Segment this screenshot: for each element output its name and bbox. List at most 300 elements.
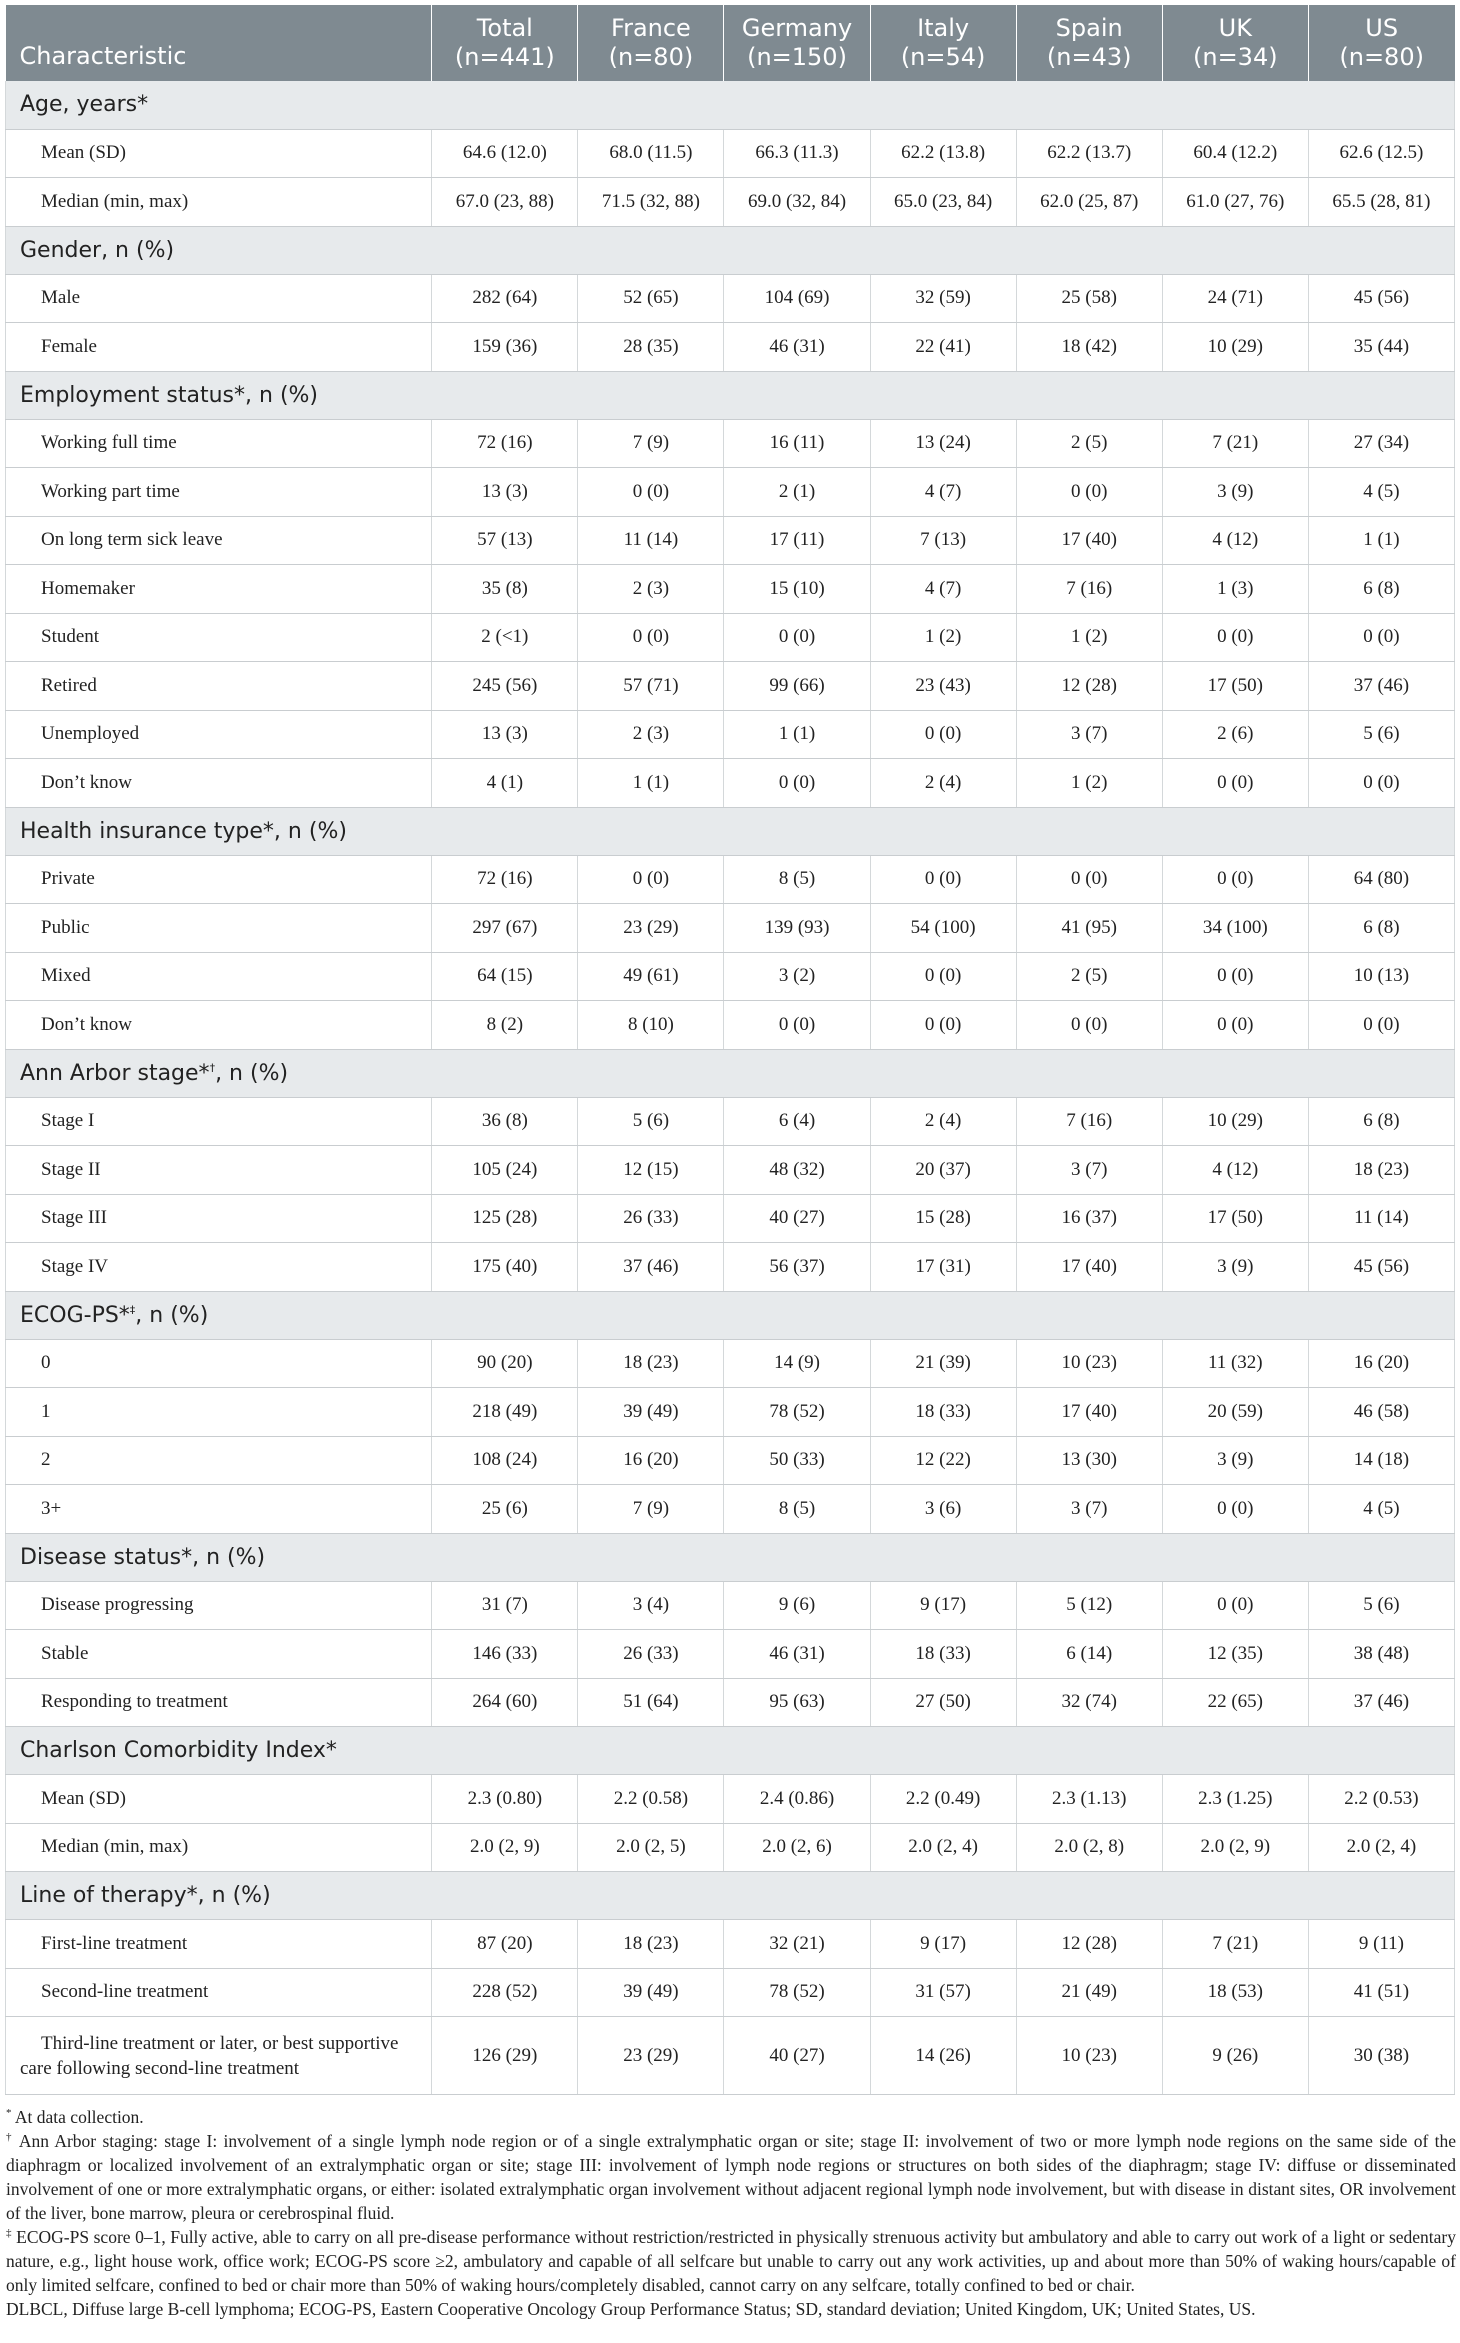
table-cell: 3 (7) [1016, 1146, 1162, 1195]
table-cell: 28 (35) [578, 323, 724, 372]
row-label: 0 [6, 1339, 432, 1388]
table-cell: 7 (16) [1016, 1097, 1162, 1146]
table-cell: 245 (56) [432, 662, 578, 711]
table-row [6, 516, 1455, 565]
table-cell: 32 (59) [870, 274, 1016, 323]
table-cell: 16 (11) [724, 419, 870, 468]
table-cell: 57 (13) [432, 516, 578, 565]
header-column-n: (n=441) [454, 43, 555, 71]
row-label: Disease progressing [6, 1581, 432, 1630]
table-cell: 104 (69) [724, 274, 870, 323]
table-cell: 9 (6) [724, 1581, 870, 1630]
row-label: Mean (SD) [6, 129, 432, 178]
table-cell: 22 (65) [1162, 1678, 1308, 1727]
table-cell: 4 (12) [1162, 516, 1308, 565]
header-column-name: Italy [917, 14, 970, 42]
table-cell: 6 (8) [1308, 904, 1454, 953]
table-cell: 8 (5) [724, 855, 870, 904]
table-cell: 0 (0) [870, 952, 1016, 1001]
row-label: 1 [6, 1388, 432, 1437]
table-cell: 10 (29) [1162, 1097, 1308, 1146]
table-row [6, 323, 1455, 372]
table-cell: 34 (100) [1162, 904, 1308, 953]
table-row [6, 1823, 1455, 1872]
table-cell: 67.0 (23, 88) [432, 178, 578, 227]
table-cell: 2.0 (2, 4) [870, 1823, 1016, 1872]
table-cell: 37 (46) [1308, 662, 1454, 711]
table-cell: 264 (60) [432, 1678, 578, 1727]
table-cell: 2.0 (2, 9) [1162, 1823, 1308, 1872]
header-column [870, 5, 1016, 81]
table-cell: 10 (23) [1016, 1339, 1162, 1388]
table-cell: 0 (0) [1162, 613, 1308, 662]
table-cell: 2 (4) [870, 1097, 1016, 1146]
table-cell: 2 (6) [1162, 710, 1308, 759]
row-label: 3+ [6, 1485, 432, 1534]
section-title [6, 1727, 1455, 1775]
row-label: Median (min, max) [6, 178, 432, 227]
table-cell: 228 (52) [432, 1968, 578, 2017]
table-cell: 62.2 (13.8) [870, 129, 1016, 178]
table-cell: 175 (40) [432, 1243, 578, 1292]
table-row [6, 129, 1455, 178]
table-cell: 1 (2) [1016, 759, 1162, 808]
row-label: Don’t know [6, 759, 432, 808]
section-title-text: Line of therapy*, n (%) [20, 1883, 271, 1908]
table-cell: 24 (71) [1162, 274, 1308, 323]
header-column-n: (n=54) [900, 43, 986, 71]
row-label: Stage IV [6, 1243, 432, 1292]
table-cell: 0 (0) [870, 710, 1016, 759]
table-cell: 282 (64) [432, 274, 578, 323]
footnote-text: Ann Arbor staging: stage I: involvement of a single lymph node region or of a single extralymphatic organ or site; stage II: involvement of two or more lymph node regions on the same side of the diaphragm or localized involvement of an extralymphatic organ or site; stage III: involvement of lymph node regions or structures on both sides of the diaphragm; stage IV: diffuse or disseminated involvement of one or more extralymphatic organs, or either: isolated extralymphatic organ involvement without adjacent regional lymph node involvement, but with disease in distant sites, OR involvement of the liver, bone marrow, pleura or cerebrospinal fluid. [6, 2131, 1457, 2223]
table-cell: 2.3 (1.13) [1016, 1775, 1162, 1824]
footnote [6, 2105, 1456, 2129]
table-cell: 16 (20) [1308, 1339, 1454, 1388]
header-column-n: (n=80) [608, 43, 694, 71]
section-title-tail: , n (%) [215, 1060, 289, 1086]
section-title [6, 807, 1455, 855]
table-cell: 78 (52) [724, 1968, 870, 2017]
table-cell: 16 (37) [1016, 1194, 1162, 1243]
table-cell: 297 (67) [432, 904, 578, 953]
table-cell: 2 (3) [578, 565, 724, 614]
table-cell: 9 (17) [870, 1920, 1016, 1969]
row-label: Stage III [6, 1194, 432, 1243]
table-cell: 3 (2) [724, 952, 870, 1001]
header-column [578, 5, 724, 81]
table-cell: 125 (28) [432, 1194, 578, 1243]
table-body [6, 81, 1455, 2095]
section-title-text: Employment status*, n (%) [20, 382, 319, 408]
table-cell: 4 (12) [1162, 1146, 1308, 1195]
table-row [6, 1001, 1455, 1050]
row-label: Male [6, 274, 432, 323]
table-cell: 61.0 (27, 76) [1162, 178, 1308, 227]
row-label: First-line treatment [6, 1920, 432, 1969]
table-row [6, 1920, 1455, 1969]
table-cell: 10 (29) [1162, 323, 1308, 372]
header-column-n: (n=43) [1046, 43, 1132, 71]
table-cell: 64 (80) [1308, 855, 1454, 904]
table-cell: 46 (31) [724, 1630, 870, 1679]
table-cell: 2 (4) [870, 759, 1016, 808]
row-label: Private [6, 855, 432, 904]
table-cell: 71.5 (32, 88) [578, 178, 724, 227]
header-column [724, 5, 870, 81]
table-cell: 7 (16) [1016, 565, 1162, 614]
table-cell: 5 (6) [578, 1097, 724, 1146]
table-row [6, 613, 1455, 662]
table-cell: 11 (14) [578, 516, 724, 565]
table-cell: 22 (41) [870, 323, 1016, 372]
row-label: Stage II [6, 1146, 432, 1195]
table-row [6, 904, 1455, 953]
table-cell: 0 (0) [1162, 1001, 1308, 1050]
row-label: Student [6, 613, 432, 662]
table-cell: 0 (0) [1162, 1581, 1308, 1630]
table-cell: 0 (0) [578, 468, 724, 517]
table-cell: 2.3 (0.80) [432, 1775, 578, 1824]
table-cell: 6 (8) [1308, 565, 1454, 614]
table-cell: 2.0 (2, 6) [724, 1823, 870, 1872]
table-cell: 32 (21) [724, 1920, 870, 1969]
table-cell: 2.2 (0.53) [1308, 1775, 1454, 1824]
table-cell: 52 (65) [578, 274, 724, 323]
table-cell: 68.0 (11.5) [578, 129, 724, 178]
table-row [6, 759, 1455, 808]
table-cell: 13 (3) [432, 710, 578, 759]
row-label: Responding to treatment [6, 1678, 432, 1727]
table-cell: 40 (27) [724, 1194, 870, 1243]
footnote [6, 2129, 1456, 2225]
table-cell: 99 (66) [724, 662, 870, 711]
table-cell: 72 (16) [432, 419, 578, 468]
section-header-row [6, 1727, 1455, 1775]
footnotes [5, 2095, 1456, 2321]
row-label: Working full time [6, 419, 432, 468]
table-cell: 15 (28) [870, 1194, 1016, 1243]
table-cell: 2.0 (2, 5) [578, 1823, 724, 1872]
table-cell: 14 (9) [724, 1339, 870, 1388]
table-cell: 0 (0) [1016, 855, 1162, 904]
table-cell: 72 (16) [432, 855, 578, 904]
table-cell: 0 (0) [1308, 759, 1454, 808]
row-label: Working part time [6, 468, 432, 517]
characteristics-table [5, 5, 1455, 2095]
table-cell: 17 (31) [870, 1243, 1016, 1292]
table-row [6, 1436, 1455, 1485]
table-row [6, 710, 1455, 759]
table-cell: 0 (0) [870, 855, 1016, 904]
table-cell: 31 (7) [432, 1581, 578, 1630]
table-cell: 2.0 (2, 8) [1016, 1823, 1162, 1872]
table-cell: 56 (37) [724, 1243, 870, 1292]
table-cell: 17 (40) [1016, 516, 1162, 565]
table-cell: 159 (36) [432, 323, 578, 372]
table-cell: 13 (3) [432, 468, 578, 517]
section-title-text: Health insurance type*, n (%) [20, 818, 347, 844]
table-cell: 2 (3) [578, 710, 724, 759]
table-cell: 27 (50) [870, 1678, 1016, 1727]
table-cell: 0 (0) [1016, 1001, 1162, 1050]
table-cell: 20 (37) [870, 1146, 1016, 1195]
table-cell: 12 (28) [1016, 662, 1162, 711]
table-cell: 2 (5) [1016, 419, 1162, 468]
table-cell: 35 (8) [432, 565, 578, 614]
table-cell: 26 (33) [578, 1194, 724, 1243]
section-title-text: Disease status*, n (%) [20, 1544, 266, 1570]
footnote-mark: ‡ [6, 2227, 12, 2240]
table-cell: 2 (1) [724, 468, 870, 517]
table-cell: 17 (40) [1016, 1388, 1162, 1437]
table-cell: 18 (42) [1016, 323, 1162, 372]
table-cell: 25 (6) [432, 1485, 578, 1534]
header-column-n: (n=150) [747, 43, 847, 71]
table-cell: 105 (24) [432, 1146, 578, 1195]
table-cell: 41 (95) [1016, 904, 1162, 953]
table-row [6, 419, 1455, 468]
table-cell: 20 (59) [1162, 1388, 1308, 1437]
table-cell: 4 (5) [1308, 468, 1454, 517]
row-label: Unemployed [6, 710, 432, 759]
table-cell: 40 (27) [724, 2017, 870, 2095]
row-label: Mixed [6, 952, 432, 1001]
table-cell: 0 (0) [1308, 1001, 1454, 1050]
table-cell: 6 (8) [1308, 1097, 1454, 1146]
table-cell: 8 (2) [432, 1001, 578, 1050]
table-cell: 16 (20) [578, 1436, 724, 1485]
header-column [1308, 5, 1454, 81]
table-cell: 90 (20) [432, 1339, 578, 1388]
table-cell: 14 (26) [870, 2017, 1016, 2095]
row-label: Retired [6, 662, 432, 711]
table-cell: 14 (18) [1308, 1436, 1454, 1485]
row-label: Third-line treatment or later, or best supportive care following second-line treatment [6, 2017, 432, 2095]
table-header [6, 5, 1455, 81]
footnote [6, 2225, 1456, 2297]
table-cell: 3 (7) [1016, 710, 1162, 759]
table-cell: 3 (9) [1162, 1243, 1308, 1292]
table-cell: 78 (52) [724, 1388, 870, 1437]
table-cell: 0 (0) [578, 613, 724, 662]
table-cell: 65.0 (23, 84) [870, 178, 1016, 227]
table-cell: 8 (10) [578, 1001, 724, 1050]
table-row [6, 1968, 1455, 2017]
section-title [6, 371, 1455, 419]
section-title-text: Ann Arbor stage* [20, 1060, 210, 1086]
table-cell: 45 (56) [1308, 274, 1454, 323]
table-cell: 18 (33) [870, 1388, 1016, 1437]
table-cell: 2.2 (0.58) [578, 1775, 724, 1824]
table-cell: 0 (0) [1016, 468, 1162, 517]
table-row [6, 1388, 1455, 1437]
table-cell: 9 (17) [870, 1581, 1016, 1630]
section-title-tail: , n (%) [135, 1302, 209, 1328]
table-cell: 54 (100) [870, 904, 1016, 953]
table-cell: 66.3 (11.3) [724, 129, 870, 178]
table-cell: 13 (30) [1016, 1436, 1162, 1485]
table-cell: 7 (9) [578, 419, 724, 468]
table-cell: 37 (46) [1308, 1678, 1454, 1727]
table-cell: 2 (5) [1016, 952, 1162, 1001]
row-label: On long term sick leave [6, 516, 432, 565]
table-cell: 46 (31) [724, 323, 870, 372]
section-title [6, 1049, 1455, 1097]
section-title [6, 226, 1455, 274]
table-cell: 12 (28) [1016, 1920, 1162, 1969]
table-cell: 62.2 (13.7) [1016, 129, 1162, 178]
table-cell: 37 (46) [578, 1243, 724, 1292]
table-row [6, 2017, 1455, 2095]
table-cell: 0 (0) [578, 855, 724, 904]
section-header-row [6, 807, 1455, 855]
header-column-name: France [611, 14, 691, 42]
table-cell: 6 (14) [1016, 1630, 1162, 1679]
table-cell: 1 (1) [1308, 516, 1454, 565]
table-cell: 62.0 (25, 87) [1016, 178, 1162, 227]
table-cell: 5 (6) [1308, 710, 1454, 759]
table-cell: 7 (21) [1162, 419, 1308, 468]
table-cell: 23 (29) [578, 2017, 724, 2095]
header-column [1162, 5, 1308, 81]
table-cell: 25 (58) [1016, 274, 1162, 323]
table-row [6, 274, 1455, 323]
table-row [6, 855, 1455, 904]
table-cell: 2.3 (1.25) [1162, 1775, 1308, 1824]
table-row [6, 1243, 1455, 1292]
header-column [432, 5, 578, 81]
table-cell: 4 (7) [870, 565, 1016, 614]
header-column-name: Spain [1055, 14, 1123, 42]
table-cell: 6 (4) [724, 1097, 870, 1146]
table-cell: 46 (58) [1308, 1388, 1454, 1437]
table-cell: 48 (32) [724, 1146, 870, 1195]
table-cell: 21 (49) [1016, 1968, 1162, 2017]
row-label: Public [6, 904, 432, 953]
table-cell: 35 (44) [1308, 323, 1454, 372]
table-cell: 62.6 (12.5) [1308, 129, 1454, 178]
table-cell: 0 (0) [724, 613, 870, 662]
table-cell: 45 (56) [1308, 1243, 1454, 1292]
table-cell: 18 (23) [578, 1920, 724, 1969]
table-cell: 23 (29) [578, 904, 724, 953]
section-header-row [6, 1533, 1455, 1581]
table-row [6, 1339, 1455, 1388]
table-cell: 36 (8) [432, 1097, 578, 1146]
table-row [6, 178, 1455, 227]
footnote-text: ECOG-PS score 0–1, Fully active, able to carry on all pre-disease performance without restriction/restricted in physically strenuous activity but ambulatory and able to carry out work of a light or sedentary nature, e.g., light house work, office work; ECOG-PS score ≥2, ambulatory and capable of all selfcare but unable to carry out any work activities, up and about more than 50% of waking hours/capable of only limited selfcare, confined to bed or chair more than 50% of waking hours/completely disabled, cannot carry on any selfcare, totally confined to bed or chair. [6, 2227, 1457, 2295]
table-cell: 0 (0) [1162, 952, 1308, 1001]
table-cell: 146 (33) [432, 1630, 578, 1679]
table-cell: 4 (1) [432, 759, 578, 808]
section-header-row [6, 81, 1455, 129]
header-column-name: Germany [741, 14, 853, 42]
table-cell: 9 (11) [1308, 1920, 1454, 1969]
table-cell: 39 (49) [578, 1388, 724, 1437]
table-cell: 4 (7) [870, 468, 1016, 517]
section-title [6, 1533, 1455, 1581]
table-cell: 41 (51) [1308, 1968, 1454, 2017]
header-column [1016, 5, 1162, 81]
footnote-mark: † [6, 2131, 14, 2144]
section-header-row [6, 371, 1455, 419]
table-cell: 65.5 (28, 81) [1308, 178, 1454, 227]
table-cell: 50 (33) [724, 1436, 870, 1485]
table-cell: 0 (0) [870, 1001, 1016, 1050]
row-label: Median (min, max) [6, 1823, 432, 1872]
section-title-text: Age, years* [20, 92, 149, 118]
table-cell: 17 (50) [1162, 1194, 1308, 1243]
table-cell: 0 (0) [1162, 759, 1308, 808]
table-cell: 69.0 (32, 84) [724, 178, 870, 227]
row-label: Stable [6, 1630, 432, 1679]
table-cell: 11 (14) [1308, 1194, 1454, 1243]
section-title-text: ECOG-PS* [20, 1302, 130, 1328]
table-cell: 18 (23) [1308, 1146, 1454, 1195]
table-cell: 87 (20) [432, 1920, 578, 1969]
table-cell: 51 (64) [578, 1678, 724, 1727]
header-column-name: Total [476, 14, 533, 42]
section-title [6, 1872, 1455, 1920]
table-cell: 139 (93) [724, 904, 870, 953]
table-cell: 18 (23) [578, 1339, 724, 1388]
table-cell: 95 (63) [724, 1678, 870, 1727]
table-cell: 218 (49) [432, 1388, 578, 1437]
section-header-row [6, 1872, 1455, 1920]
table-cell: 0 (0) [1162, 1485, 1308, 1534]
section-header-row [6, 1049, 1455, 1097]
row-label: Mean (SD) [6, 1775, 432, 1824]
header-column-n: (n=80) [1339, 43, 1424, 71]
row-label: Don’t know [6, 1001, 432, 1050]
table-row [6, 468, 1455, 517]
section-title [6, 1291, 1455, 1339]
row-label: Stage I [6, 1097, 432, 1146]
table-row [6, 1097, 1455, 1146]
table-cell: 1 (1) [578, 759, 724, 808]
table-cell: 1 (3) [1162, 565, 1308, 614]
table-cell: 0 (0) [724, 759, 870, 808]
table-cell: 18 (33) [870, 1630, 1016, 1679]
table-row [6, 1485, 1455, 1534]
table-cell: 31 (57) [870, 1968, 1016, 2017]
table-cell: 17 (50) [1162, 662, 1308, 711]
header-column-n: (n=34) [1193, 43, 1278, 71]
row-label: Female [6, 323, 432, 372]
table-cell: 8 (5) [724, 1485, 870, 1534]
header-column-name: US [1365, 14, 1399, 42]
table-cell: 2.0 (2, 9) [432, 1823, 578, 1872]
table-row [6, 662, 1455, 711]
row-label: 2 [6, 1436, 432, 1485]
table-cell: 7 (9) [578, 1485, 724, 1534]
table-cell: 64.6 (12.0) [432, 129, 578, 178]
table-row [6, 1146, 1455, 1195]
table-cell: 3 (9) [1162, 468, 1308, 517]
section-header-row [6, 1291, 1455, 1339]
table-row [6, 565, 1455, 614]
table-cell: 17 (40) [1016, 1243, 1162, 1292]
section-title [6, 81, 1455, 129]
table-cell: 23 (43) [870, 662, 1016, 711]
table-cell: 30 (38) [1308, 2017, 1454, 2095]
table-cell: 49 (61) [578, 952, 724, 1001]
table-cell: 38 (48) [1308, 1630, 1454, 1679]
table-cell: 7 (13) [870, 516, 1016, 565]
table-cell: 1 (2) [1016, 613, 1162, 662]
section-title-text: Gender, n (%) [20, 237, 175, 263]
